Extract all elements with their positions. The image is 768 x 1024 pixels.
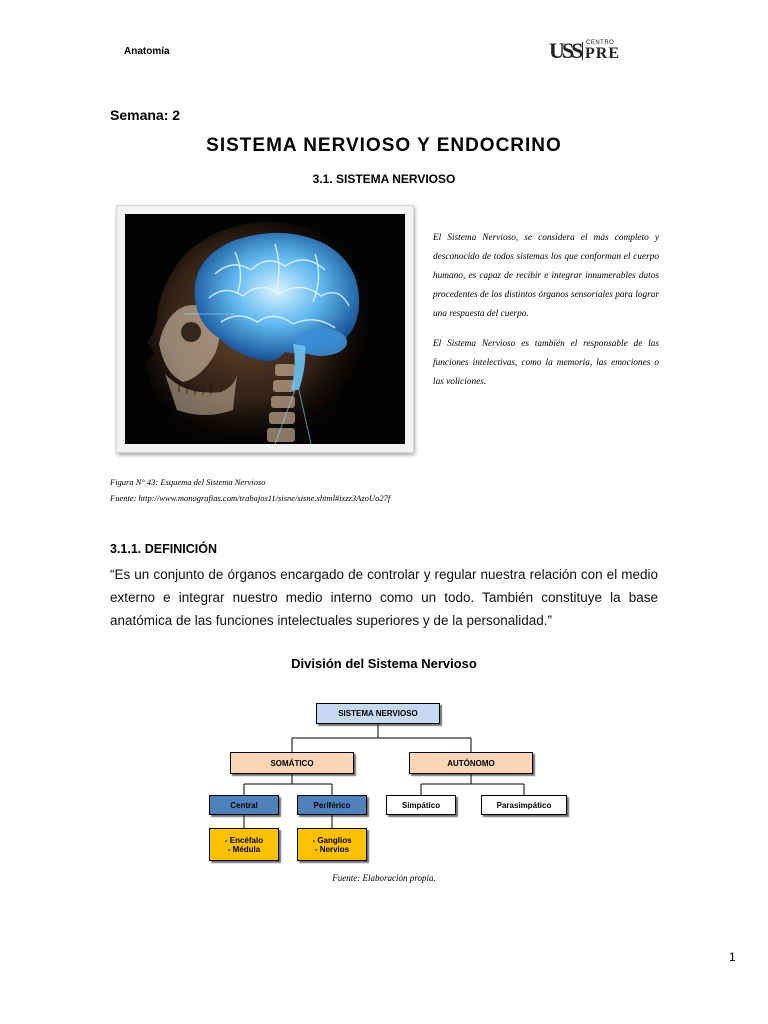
uss-centro-pre-logo xyxy=(549,40,619,64)
item-ganglios: - Ganglios xyxy=(312,835,352,845)
course-name: Anatomía xyxy=(124,46,170,57)
definition-heading: 3.1.1. DEFINICIÓN xyxy=(110,542,217,556)
node-autonomo: AUTÓNOMO xyxy=(409,752,533,774)
node-simpatico: Simpático xyxy=(386,795,456,815)
node-parasimpatico: Parasimpático xyxy=(481,795,567,815)
item-nervios: - Nervios xyxy=(314,844,350,854)
logo-top-text: CENTRO xyxy=(586,40,615,46)
logo-separator xyxy=(582,42,583,60)
figure-frame xyxy=(116,205,414,453)
intro-text xyxy=(433,229,659,392)
node-central-items xyxy=(209,828,279,861)
figure-caption-block xyxy=(110,474,390,506)
item-medula: - Médula xyxy=(227,844,261,854)
intro-paragraph-1: El Sistema Nervioso, se considera el más completo y desconocido de todos sistemas los que conforman el cuerpo humano, es capaz de recibir e integrar innumerables datos procedentes de los distintos órganos sensoriales para lograr una respuesta del cuerpo. xyxy=(433,233,659,319)
figure-source: Fuente: http://www.monografias.com/trabajos11/sisne/sisne.shtml#ixzz3AzoUo27f xyxy=(110,493,391,503)
page-number: 1 xyxy=(729,950,736,964)
division-title: División del Sistema Nervioso xyxy=(291,656,477,671)
node-periferico: Periférico xyxy=(297,795,367,815)
node-periferico-items xyxy=(297,828,367,861)
diagram-source: Fuente: Elaboración propia. xyxy=(332,873,436,883)
week-label: Semana: 2 xyxy=(110,107,181,123)
node-sistema-nervioso: SISTEMA NERVIOSO xyxy=(316,703,440,724)
brain-xray-image xyxy=(125,214,405,444)
logo-bottom-text: PRE xyxy=(585,45,620,62)
intro-paragraph-2: El Sistema Nervioso es también el responsable de las funciones intelectivas, como la memoria, las emociones o las voliciones. xyxy=(433,339,659,387)
node-central: Central xyxy=(209,795,279,815)
figure-caption: Figura N° 43: Esquema del Sistema Nervioso xyxy=(110,477,266,487)
logo-brand: USS xyxy=(549,38,581,63)
definition-text: “Es un conjunto de órganos encargado de controlar y regular nuestra relación con el medio externo e integrar nuestro medio interno como un todo. También constituye la base anatómica de las funciones intelectuales superiores y de la personalidad.” xyxy=(110,567,658,628)
node-somatico: SOMÁTICO xyxy=(230,752,354,774)
item-encefalo: - Encéfalo xyxy=(224,835,264,845)
page-title: SISTEMA NERVIOSO Y ENDOCRINO xyxy=(206,135,562,156)
section-title: 3.1. SISTEMA NERVIOSO xyxy=(312,172,456,186)
